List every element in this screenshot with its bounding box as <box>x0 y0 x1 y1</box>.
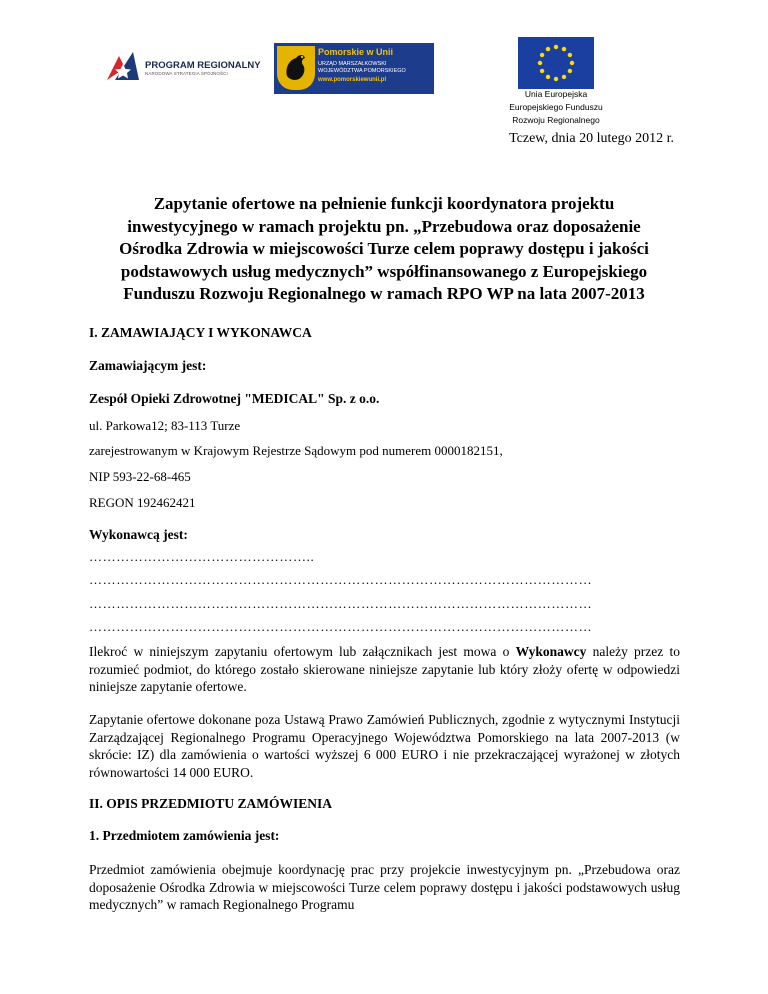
eu-fund-caption: Unia Europejska Europejskiego Funduszu Rozwoju Regionalnego <box>509 89 603 125</box>
legal-basis-paragraph: Zapytanie ofertowe dokonane poza Ustawą Prawo Zamówień Publicznych, zgodnie z wytycznymi Instytucji Zarządzającej Regionalnego Programu Operacyjnego Województwa Pomorskiego na lata 2007-2013 (w skrócie: IZ) dla zamówienia o wartości wyższej 6 000 EURO i nie przekraczającej wyrażonej w złotych równowartości 14 000 EURO. <box>89 712 680 780</box>
pomorskie-w-unii-logo <box>274 43 434 94</box>
company-address: ul. Parkowa12; 83-113 Turze <box>89 418 241 433</box>
program-regionalny-subtitle: NARODOWA STRATEGIA SPÓJNOŚCI <box>145 71 228 76</box>
company-nip: NIP 593-22-68-465 <box>89 469 191 484</box>
place-date-line: Tczew, dnia 20 lutego 2012 r. <box>509 131 674 146</box>
wykonawca-definition-paragraph: Ilekroć w niniejszym zapytaniu ofertowym lub załącznikach jest mowa o Wykonawcy należy przez to rozumieć podmiot, do którego zostało skierowane niniejsze zapytanie lub który złoży ofertę w odpowiedzi niniejsze zapytanie ofertowe. <box>89 644 680 694</box>
document-title: Zapytanie ofertowe na pełnienie funkcji koordynatora projektu inwestycyjnego w ramach projektu pn. „Przebudowa oraz doposażenie Ośrodka Zdrowia w miejscowości Turze celem poprawy dostępu i jakości podstawowych usług medycznych” współfinansowanego z Europejskiego Funduszu Rozwoju Regionalnego w ramach RPO WP na lata 2007-2013 <box>119 194 649 303</box>
subsection-1-heading: 1. Przedmiotem zamówienia jest: <box>89 828 280 843</box>
section-1-heading: I. ZAMAWIAJĄCY I WYKONAWCA <box>89 325 312 340</box>
section-2-heading: II. OPIS PRZEDMIOTU ZAMÓWIENIA <box>89 796 333 811</box>
wykonawca-blank-line: ………………………………………………………………………………………………… <box>89 619 593 634</box>
wykonawca-blank-line: ………………………………………………………………………………………………… <box>89 596 593 611</box>
zamawiajacy-label: Zamawiającym jest: <box>89 358 207 373</box>
pomorskie-logo-url: www.pomorskiewunii.pl <box>318 77 387 83</box>
company-krs: zarejestrowanym w Krajowym Rejestrze Sądowym pod numerem 0000182151, <box>89 443 503 458</box>
wykonawca-blank-line: ………………………………………….. <box>89 549 315 564</box>
program-regionalny-emblem-icon <box>103 50 143 84</box>
company-name: Zespół Opieki Zdrowotnej "MEDICAL" Sp. z o.o. <box>89 391 380 406</box>
eu-flag <box>518 37 594 89</box>
program-regionalny-logo <box>103 50 261 84</box>
pomorskie-logo-title: Pomorskie w Unii <box>318 47 394 57</box>
program-regionalny-title: PROGRAM REGIONALNY <box>145 60 261 71</box>
wykonawca-blank-line: ………………………………………………………………………………………………… <box>89 572 593 587</box>
order-subject-paragraph: Przedmiot zamówienia obejmuje koordynację prac przy projekcie inwestycyjnym pn. „Przebudowa oraz doposażenie Ośrodka Zdrowia w miejscowości Turze celem poprawy dostępu i jakości podstawowych usług medycznych” w ramach Regionalnego Programu <box>89 862 680 912</box>
pomorskie-logo-office: URZĄD MARSZAŁKOWSKI WOJEWÓDZTWA POMORSKIEGO <box>318 61 406 74</box>
company-regon: REGON 192462421 <box>89 495 196 510</box>
wykonawca-label: Wykonawcą jest: <box>89 527 188 542</box>
eu-stars-icon <box>518 37 594 89</box>
pomorskie-griffin-shield-icon <box>277 46 315 90</box>
